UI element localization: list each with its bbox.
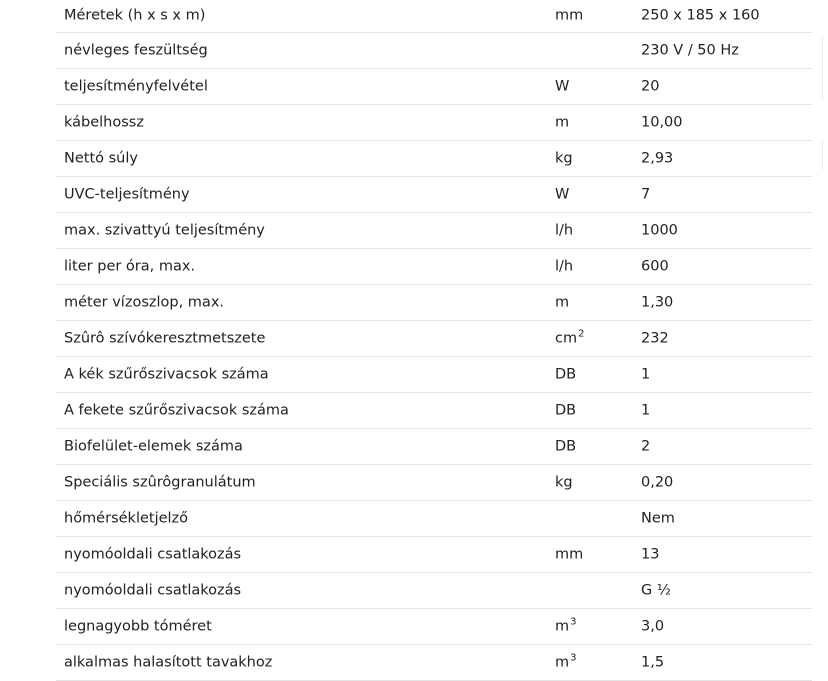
spec-unit-text: W <box>555 185 570 202</box>
spec-unit <box>555 258 573 275</box>
spec-row <box>56 0 812 33</box>
spec-unit-text: mm <box>555 7 584 24</box>
spec-name: Méretek (h x s x m) <box>64 7 206 24</box>
spec-unit <box>555 294 569 311</box>
spec-row <box>56 321 812 357</box>
spec-name: nyomóoldali csatlakozás <box>64 581 242 598</box>
spec-unit <box>555 474 573 491</box>
spec-row <box>56 465 812 501</box>
spec-unit-text: l/h <box>555 221 574 238</box>
spec-row <box>56 357 812 393</box>
spec-name: UVC-teljesítmény <box>64 185 190 202</box>
spec-unit <box>555 366 576 383</box>
spec-unit <box>555 114 569 131</box>
spec-value: 230 V / 50 Hz <box>641 41 739 58</box>
spec-row <box>56 609 812 645</box>
spec-row <box>56 429 812 465</box>
spec-value: G ½ <box>641 581 671 598</box>
spec-unit <box>555 438 576 455</box>
spec-name: A kék szűrőszivacsok száma <box>64 365 269 382</box>
spec-row <box>56 141 812 177</box>
spec-value: 250 x 185 x 160 <box>641 7 760 24</box>
spec-unit <box>555 402 576 419</box>
spec-row <box>56 105 812 141</box>
spec-row <box>56 33 812 69</box>
spec-value: 3,0 <box>641 617 665 634</box>
spec-name: méter vízoszlop, max. <box>64 293 225 310</box>
spec-unit-text: mm <box>555 545 584 562</box>
spec-unit <box>555 327 585 347</box>
spec-unit-text: DB <box>555 365 577 382</box>
spec-name: kábelhossz <box>64 113 144 130</box>
spec-unit-text: cm <box>555 329 578 346</box>
spec-unit-text: m <box>555 653 570 670</box>
spec-name: nyomóoldali csatlakozás <box>64 545 242 562</box>
spec-unit-text: W <box>555 77 570 94</box>
spec-unit-exponent: 2 <box>578 327 585 339</box>
spec-value: 20 <box>641 77 660 94</box>
spec-value: 1000 <box>641 221 678 238</box>
scroll-edge <box>822 36 823 100</box>
spec-row <box>56 249 812 285</box>
spec-unit-text: DB <box>555 437 577 454</box>
spec-name: Szûrô szívókeresztmetszete <box>64 329 266 346</box>
spec-name: max. szivattyú teljesítmény <box>64 221 265 238</box>
spec-name: névleges feszültség <box>64 41 208 58</box>
spec-value: 2 <box>641 437 651 454</box>
spec-unit <box>555 7 583 24</box>
spec-value: 1 <box>641 365 651 382</box>
spec-table <box>56 0 812 681</box>
spec-unit <box>555 651 577 671</box>
spec-row <box>56 645 812 681</box>
spec-unit <box>555 615 577 635</box>
spec-unit-text: m <box>555 113 570 130</box>
spec-unit-exponent: 3 <box>570 615 577 627</box>
spec-unit <box>555 186 569 203</box>
spec-name: Speciális szûrôgranulátum <box>64 473 256 490</box>
spec-name: Nettó súly <box>64 149 138 166</box>
spec-name: liter per óra, max. <box>64 257 196 274</box>
spec-row <box>56 177 812 213</box>
spec-value: 1,5 <box>641 653 665 670</box>
spec-unit <box>555 546 583 563</box>
spec-unit-text: DB <box>555 401 577 418</box>
spec-name: teljesítményfelvétel <box>64 77 208 94</box>
scroll-edge <box>822 140 823 170</box>
spec-row <box>56 213 812 249</box>
spec-name: legnagyobb tóméret <box>64 617 212 634</box>
spec-row <box>56 573 812 609</box>
spec-value: 7 <box>641 185 651 202</box>
spec-unit-text: kg <box>555 473 573 490</box>
spec-name: alkalmas halasított tavakhoz <box>64 653 273 670</box>
spec-value: 232 <box>641 329 669 346</box>
spec-unit-text: kg <box>555 149 573 166</box>
spec-name: hőmérsékletjelző <box>64 509 189 526</box>
spec-unit <box>555 222 573 239</box>
spec-row <box>56 69 812 105</box>
spec-unit <box>555 150 573 167</box>
spec-name: A fekete szűrőszivacsok száma <box>64 401 289 418</box>
spec-value: Nem <box>641 509 675 526</box>
spec-value: 1 <box>641 401 651 418</box>
spec-value: 2,93 <box>641 149 674 166</box>
spec-unit-text: m <box>555 293 570 310</box>
spec-unit <box>555 78 569 95</box>
spec-value: 1,30 <box>641 293 674 310</box>
spec-value: 13 <box>641 545 660 562</box>
spec-unit-text: l/h <box>555 257 574 274</box>
spec-row <box>56 537 812 573</box>
spec-unit-text: m <box>555 617 570 634</box>
spec-value: 0,20 <box>641 473 674 490</box>
spec-name: Biofelület-elemek száma <box>64 437 243 454</box>
spec-row <box>56 393 812 429</box>
spec-unit-exponent: 3 <box>570 651 577 663</box>
spec-value: 600 <box>641 257 669 274</box>
spec-row <box>56 285 812 321</box>
spec-value: 10,00 <box>641 113 683 130</box>
spec-row <box>56 501 812 537</box>
